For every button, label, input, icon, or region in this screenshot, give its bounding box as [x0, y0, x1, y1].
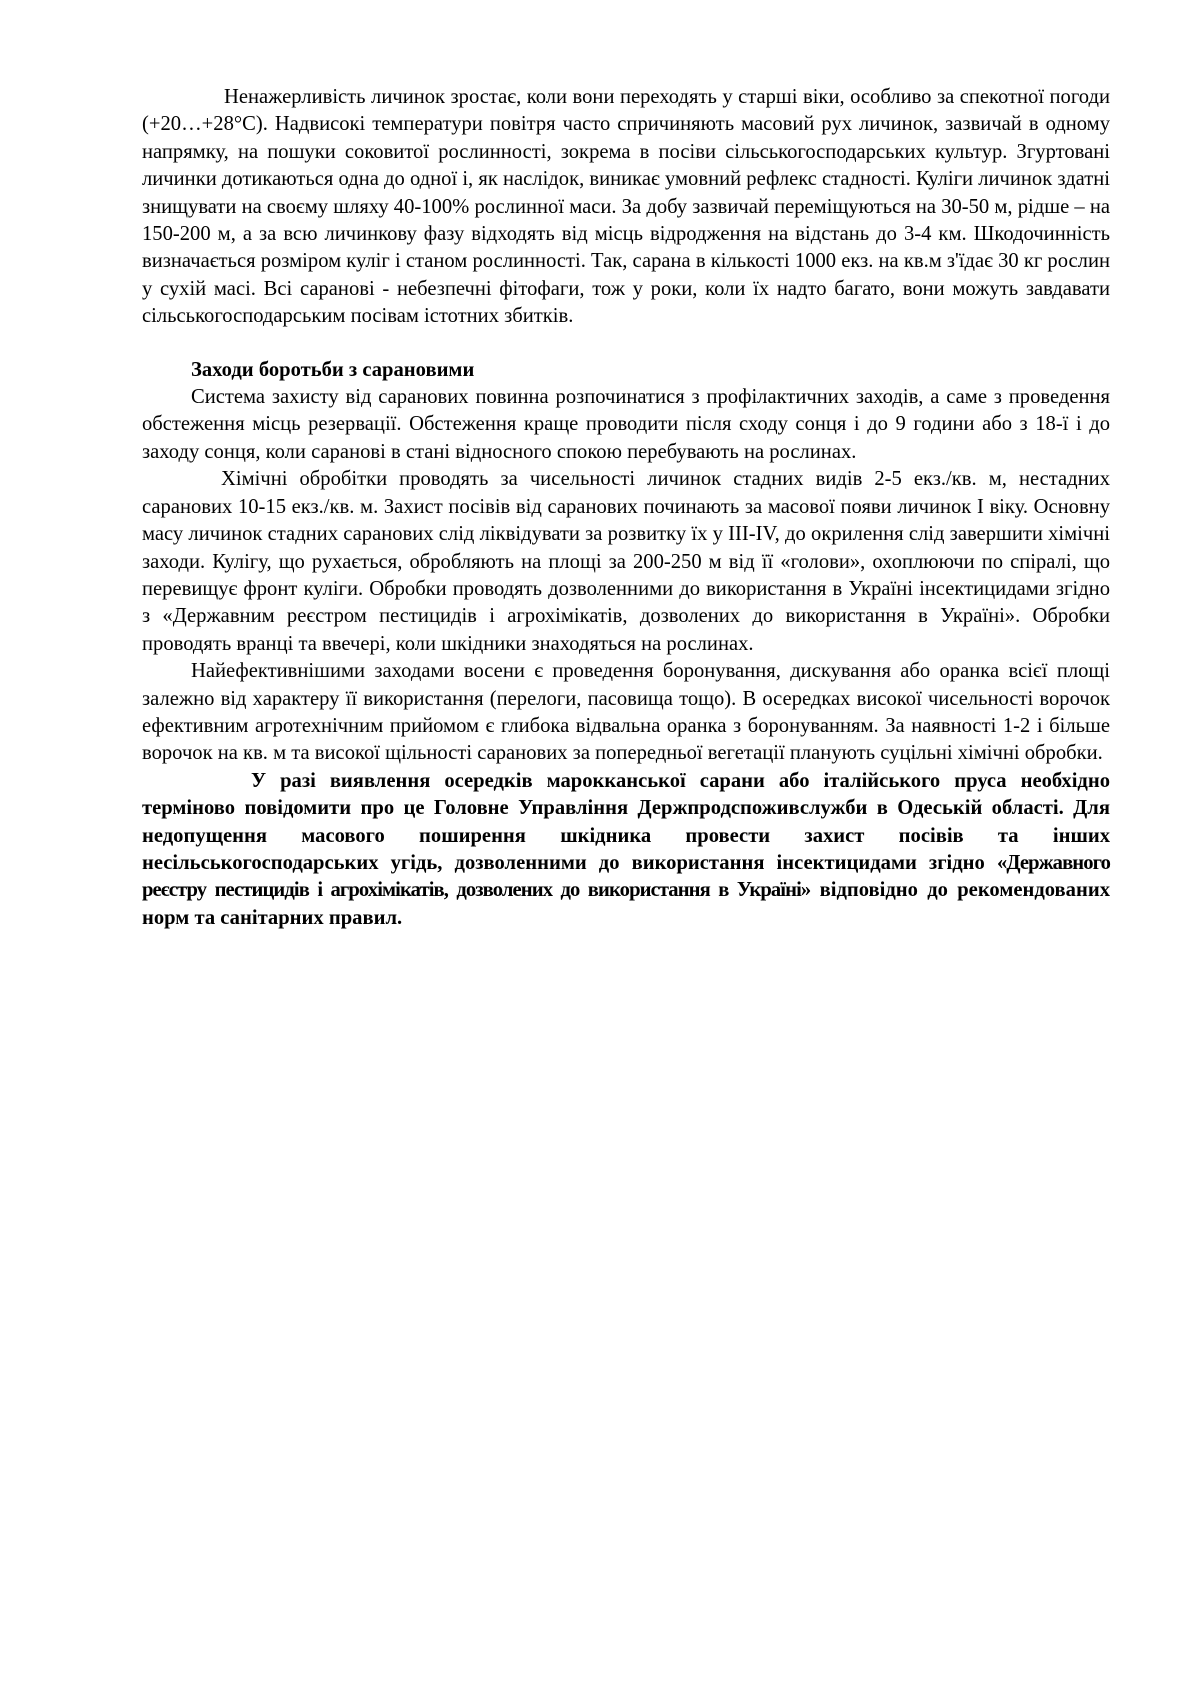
paragraph-autumn-measures: Найефективнішими заходами восени є проведення боронування, дискування або оранка всієї площі залежно від характеру її використання (перелоги, пасовища тощо). В осередках високої чисельності ворочок ефективним агротехнічним прийомом є глибока відвальна оранка з боронуванням. За наявності 1-2 і більше ворочок на кв. м та високої щільності саранових за попередньої вегетації планують суцільні хімічні обробки. [142, 660, 1110, 765]
paragraph-notification-notice [142, 768, 1110, 932]
notice-main-text: У разі виявлення осередків марокканської сарани або італійського пруса необхідно терміново повідомити про це Головне Управління Держпродспоживслужби в Одеській області. Для недопущення масового поширення шкідника провести захист посівів та інших несільськогосподарських угідь, дозволенними до використання інсектицидами згідно [142, 769, 1110, 874]
section-heading-control-measures: Заходи боротьби з сарановими [191, 358, 475, 381]
paragraph-protection-system: Система захисту від саранових повинна розпочинатися з профілактичних заходів, а саме з проведення обстеження місць резервації. Обстеження краще проводити після сходу сонця і до 9 години або з 18-ї і до заходу сонця, коли саранові в стані відносного спокою перебувають на рослинах. [142, 386, 1110, 463]
paragraph-chemical-treatment: Хімічні обробітки проводять за чисельності личинок стадних видів 2-5 екз./кв. м, нестадних саранових 10-15 екз./кв. м. Захист посівів від саранових починають за масової появи личинок I віку. Основну масу личинок стадних саранових слід ліквідувати за розвитку їх у III-IV, до окрилення слід завершити хімічні заходи. Кулігу, що рухається, обробляють на площі за 200-250 м від її «голови», охоплюючи по спіралі, що перевищує фронт куліги. Обробки проводять дозволенними до використання в Україні інсектицидами згідно з «Державним реєстром пестицидів і агрохімікатів, дозволених до використання в Україні». Обробки проводять вранці та ввечері, коли шкідники знаходяться на рослинах. [142, 468, 1110, 655]
document-page [142, 84, 1110, 932]
notice-registry-reference: «Державного реєстру пестицидів і агрохімікатів, дозволених до використання в Україні» [142, 851, 1110, 902]
notice-closing-text: відповідно до рекомендованих норм та санітарних правил. [142, 879, 1110, 929]
paragraph-larvae-voracity: Ненажерливість личинок зростає, коли вони переходять у старші віки, особливо за спекотної погоди (+20…+28°С). Надвисокі температури повітря часто спричиняють масовий рух личинок, зазвичай в одному напрямку, на пошуки соковитої рослинності, зокрема в посіви сільськогосподарських культур. Згуртовані личинки дотикаються одна до одної і, як наслідок, виникає умовний рефлекс стадності. Куліги личинок здатні знищувати на своєму шляху 40-100% рослинної маси. За добу зазвичай переміщуються на 30-50 м, рідше – на 150-200 м, а за всю личинкову фазу відходять від місць відродження на відстань до 3-4 км. Шкодочинність визначається розміром куліг і станом рослинності. Так, сарана в кількості 1000 екз. на кв.м з'їдає 30 кг рослин у сухій масі. Всі саранові - небезпечні фітофаги, тож у роки, коли їх надто багато, вони можуть завдавати сільськогосподарським посівам істотних збитків. [142, 86, 1110, 328]
